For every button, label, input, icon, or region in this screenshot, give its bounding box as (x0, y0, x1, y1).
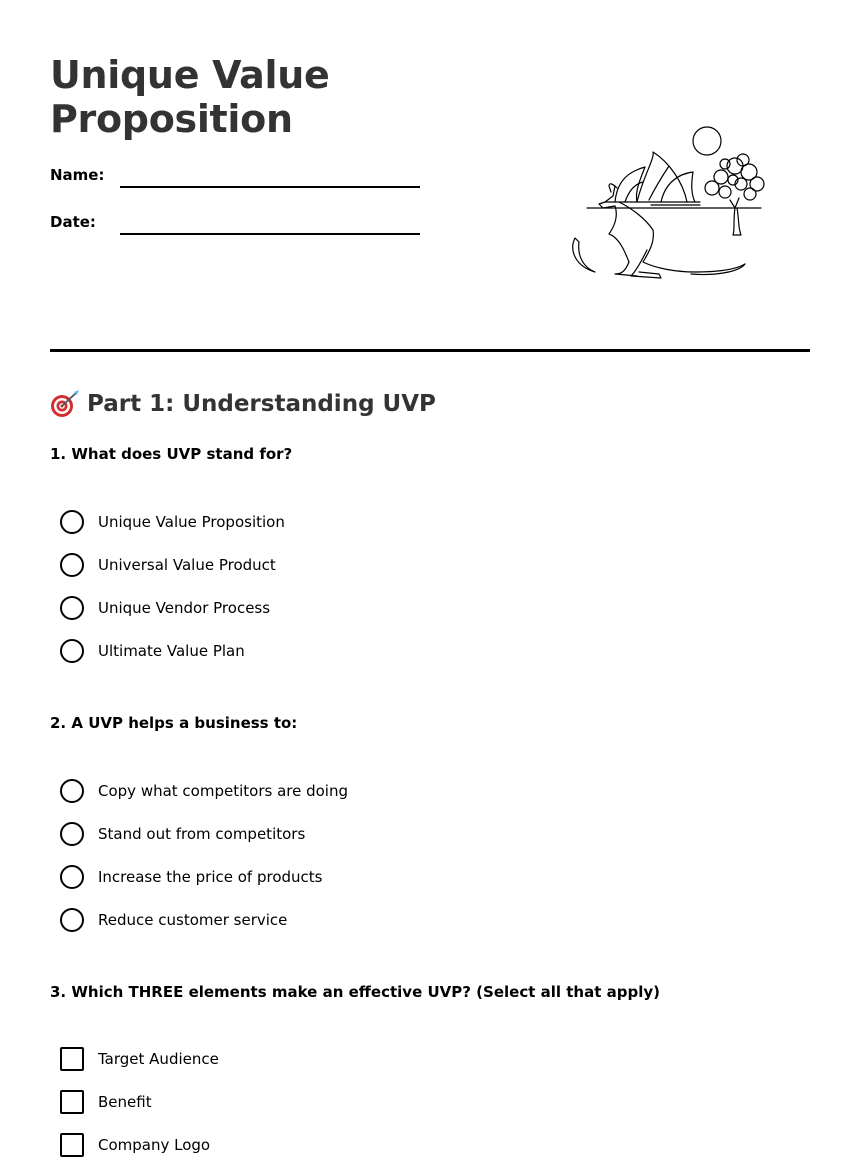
option-label: Unique Value Proposition (98, 513, 285, 531)
radio-button[interactable] (60, 639, 84, 663)
q2-option-1[interactable] (60, 778, 348, 804)
option-label: Reduce customer service (98, 911, 288, 929)
q2-option-4[interactable] (60, 907, 287, 933)
page-title-line-1: Unique Value (50, 53, 330, 97)
q1-option-3[interactable] (60, 595, 270, 621)
radio-button[interactable] (60, 553, 84, 577)
part-1-heading-text: Part 1: Understanding UVP (87, 391, 436, 417)
option-label: Ultimate Value Plan (98, 642, 245, 660)
q2-option-3[interactable] (60, 864, 322, 890)
part-1-heading (50, 388, 436, 420)
radio-button[interactable] (60, 596, 84, 620)
page-title-line-2: Proposition (50, 97, 293, 141)
page-title (50, 53, 329, 141)
option-label: Increase the price of products (98, 868, 323, 886)
checkbox[interactable] (60, 1133, 84, 1157)
radio-button[interactable] (60, 779, 84, 803)
question-2: 2. A UVP helps a business to: (50, 714, 298, 732)
date-label: Date: (50, 213, 96, 231)
kangaroo-opera-house-illustration (565, 122, 775, 287)
option-label: Copy what competitors are doing (98, 782, 348, 800)
q3-option-2[interactable] (60, 1089, 152, 1115)
radio-button[interactable] (60, 908, 84, 932)
dart-target-icon (50, 389, 80, 419)
q1-option-2[interactable] (60, 552, 276, 578)
option-label: Stand out from competitors (98, 825, 306, 843)
radio-button[interactable] (60, 510, 84, 534)
checkbox[interactable] (60, 1047, 84, 1071)
q3-option-1[interactable] (60, 1046, 219, 1072)
name-label: Name: (50, 166, 105, 184)
q1-option-1[interactable] (60, 509, 285, 535)
section-divider (50, 349, 810, 352)
option-label: Company Logo (98, 1136, 211, 1154)
date-field[interactable] (120, 233, 420, 235)
option-label: Universal Value Product (98, 556, 276, 574)
q1-option-4[interactable] (60, 638, 245, 664)
radio-button[interactable] (60, 865, 84, 889)
option-label: Benefit (98, 1093, 152, 1111)
option-label: Target Audience (98, 1050, 219, 1068)
question-3: 3. Which THREE elements make an effective UVP? (Select all that apply) (50, 983, 660, 1001)
option-label: Unique Vendor Process (98, 599, 271, 617)
radio-button[interactable] (60, 822, 84, 846)
q2-option-2[interactable] (60, 821, 305, 847)
name-field[interactable] (120, 186, 420, 188)
q3-option-3[interactable] (60, 1132, 210, 1158)
question-1: 1. What does UVP stand for? (50, 445, 293, 463)
checkbox[interactable] (60, 1090, 84, 1114)
